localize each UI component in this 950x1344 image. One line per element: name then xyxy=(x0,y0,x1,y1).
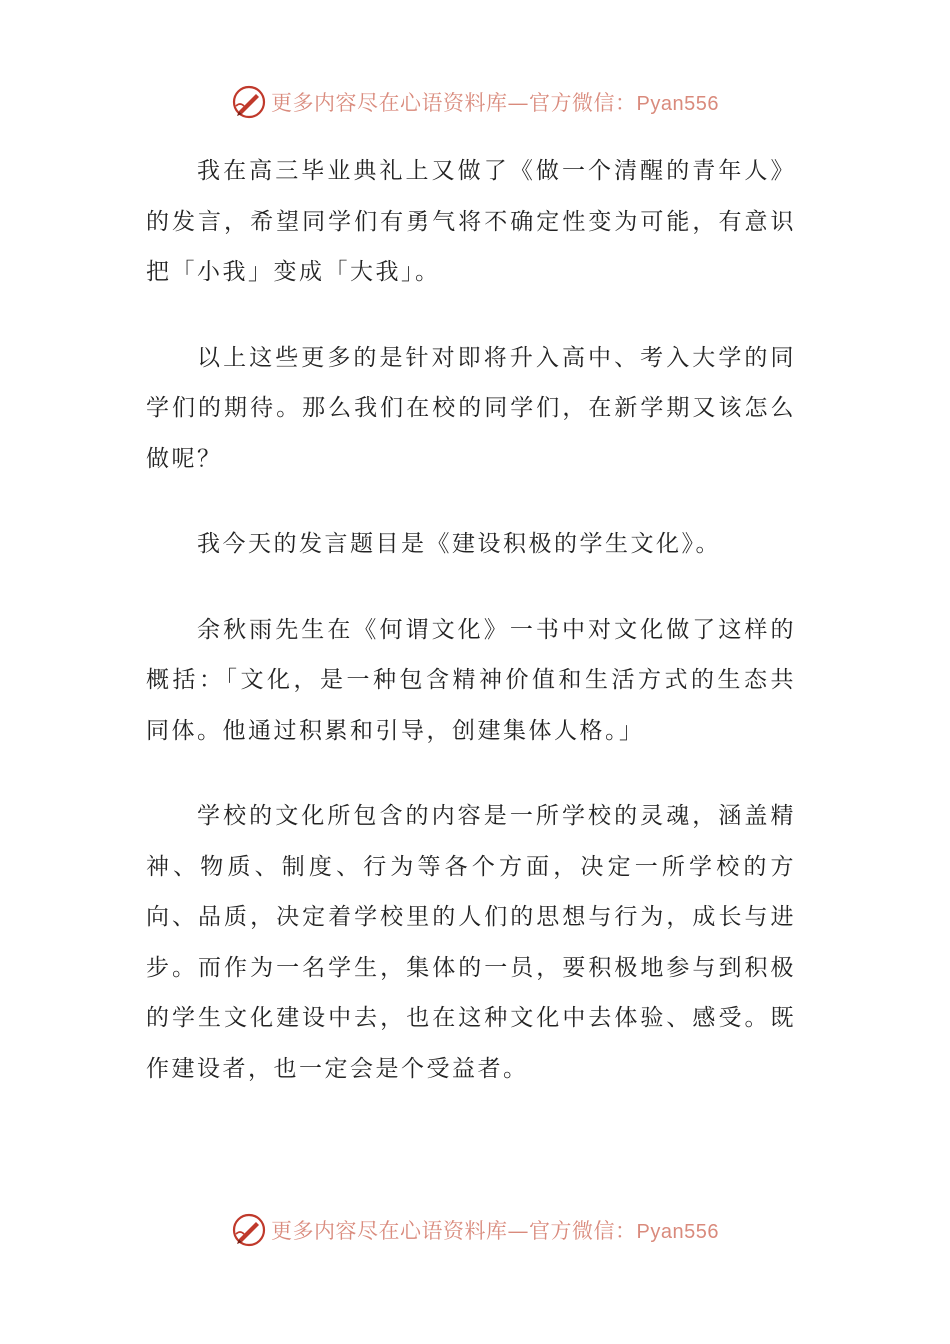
footer-banner-text: 更多内容尽在心语资料库—官方微信：Pyan556 xyxy=(271,1219,719,1243)
header-banner-text: 更多内容尽在心语资料库—官方微信：Pyan556 xyxy=(271,91,719,115)
footer-banner xyxy=(0,1210,950,1250)
wechat-id: Pyan556 xyxy=(636,93,719,115)
paragraph-4: 余秋雨先生在《何谓文化》一书中对文化做了这样的概括：「文化，是一种包含精神价值和生活方式的生态共同体。他通过积累和引导，创建集体人格。」 xyxy=(146,616,796,744)
paragraph-1: 我在高三毕业典礼上又做了《做一个清醒的青年人》的发言，希望同学们有勇气将不确定性变为可能，有意识把「小我」变成「大我」。 xyxy=(146,158,796,285)
paragraph-2: 以上这些更多的是针对即将升入高中、考入大学的同学们的期待。那么我们在校的同学们，在新学期又该怎么做呢？ xyxy=(146,344,796,472)
paragraph-5: 学校的文化所包含的内容是一所学校的灵魂，涵盖精神、物质、制度、行为等各个方面，决定一所学校的方向、品质，决定着学校里的人们的思想与行为，成长与进步。而作为一名学生，集体的一员，要积极地参与到积极的学生文化建设中去，也在这种文化中去体验、感受。既作建设者，也一定会是个受益者。 xyxy=(146,803,796,1082)
pen-logo-icon xyxy=(231,84,267,120)
document-body xyxy=(146,146,796,1129)
wechat-id: Pyan556 xyxy=(636,1221,719,1243)
pen-logo-icon xyxy=(231,1212,267,1248)
header-banner xyxy=(0,82,950,122)
paragraph-3: 我今天的发言题目是《建设积极的学生文化》。 xyxy=(197,531,721,557)
